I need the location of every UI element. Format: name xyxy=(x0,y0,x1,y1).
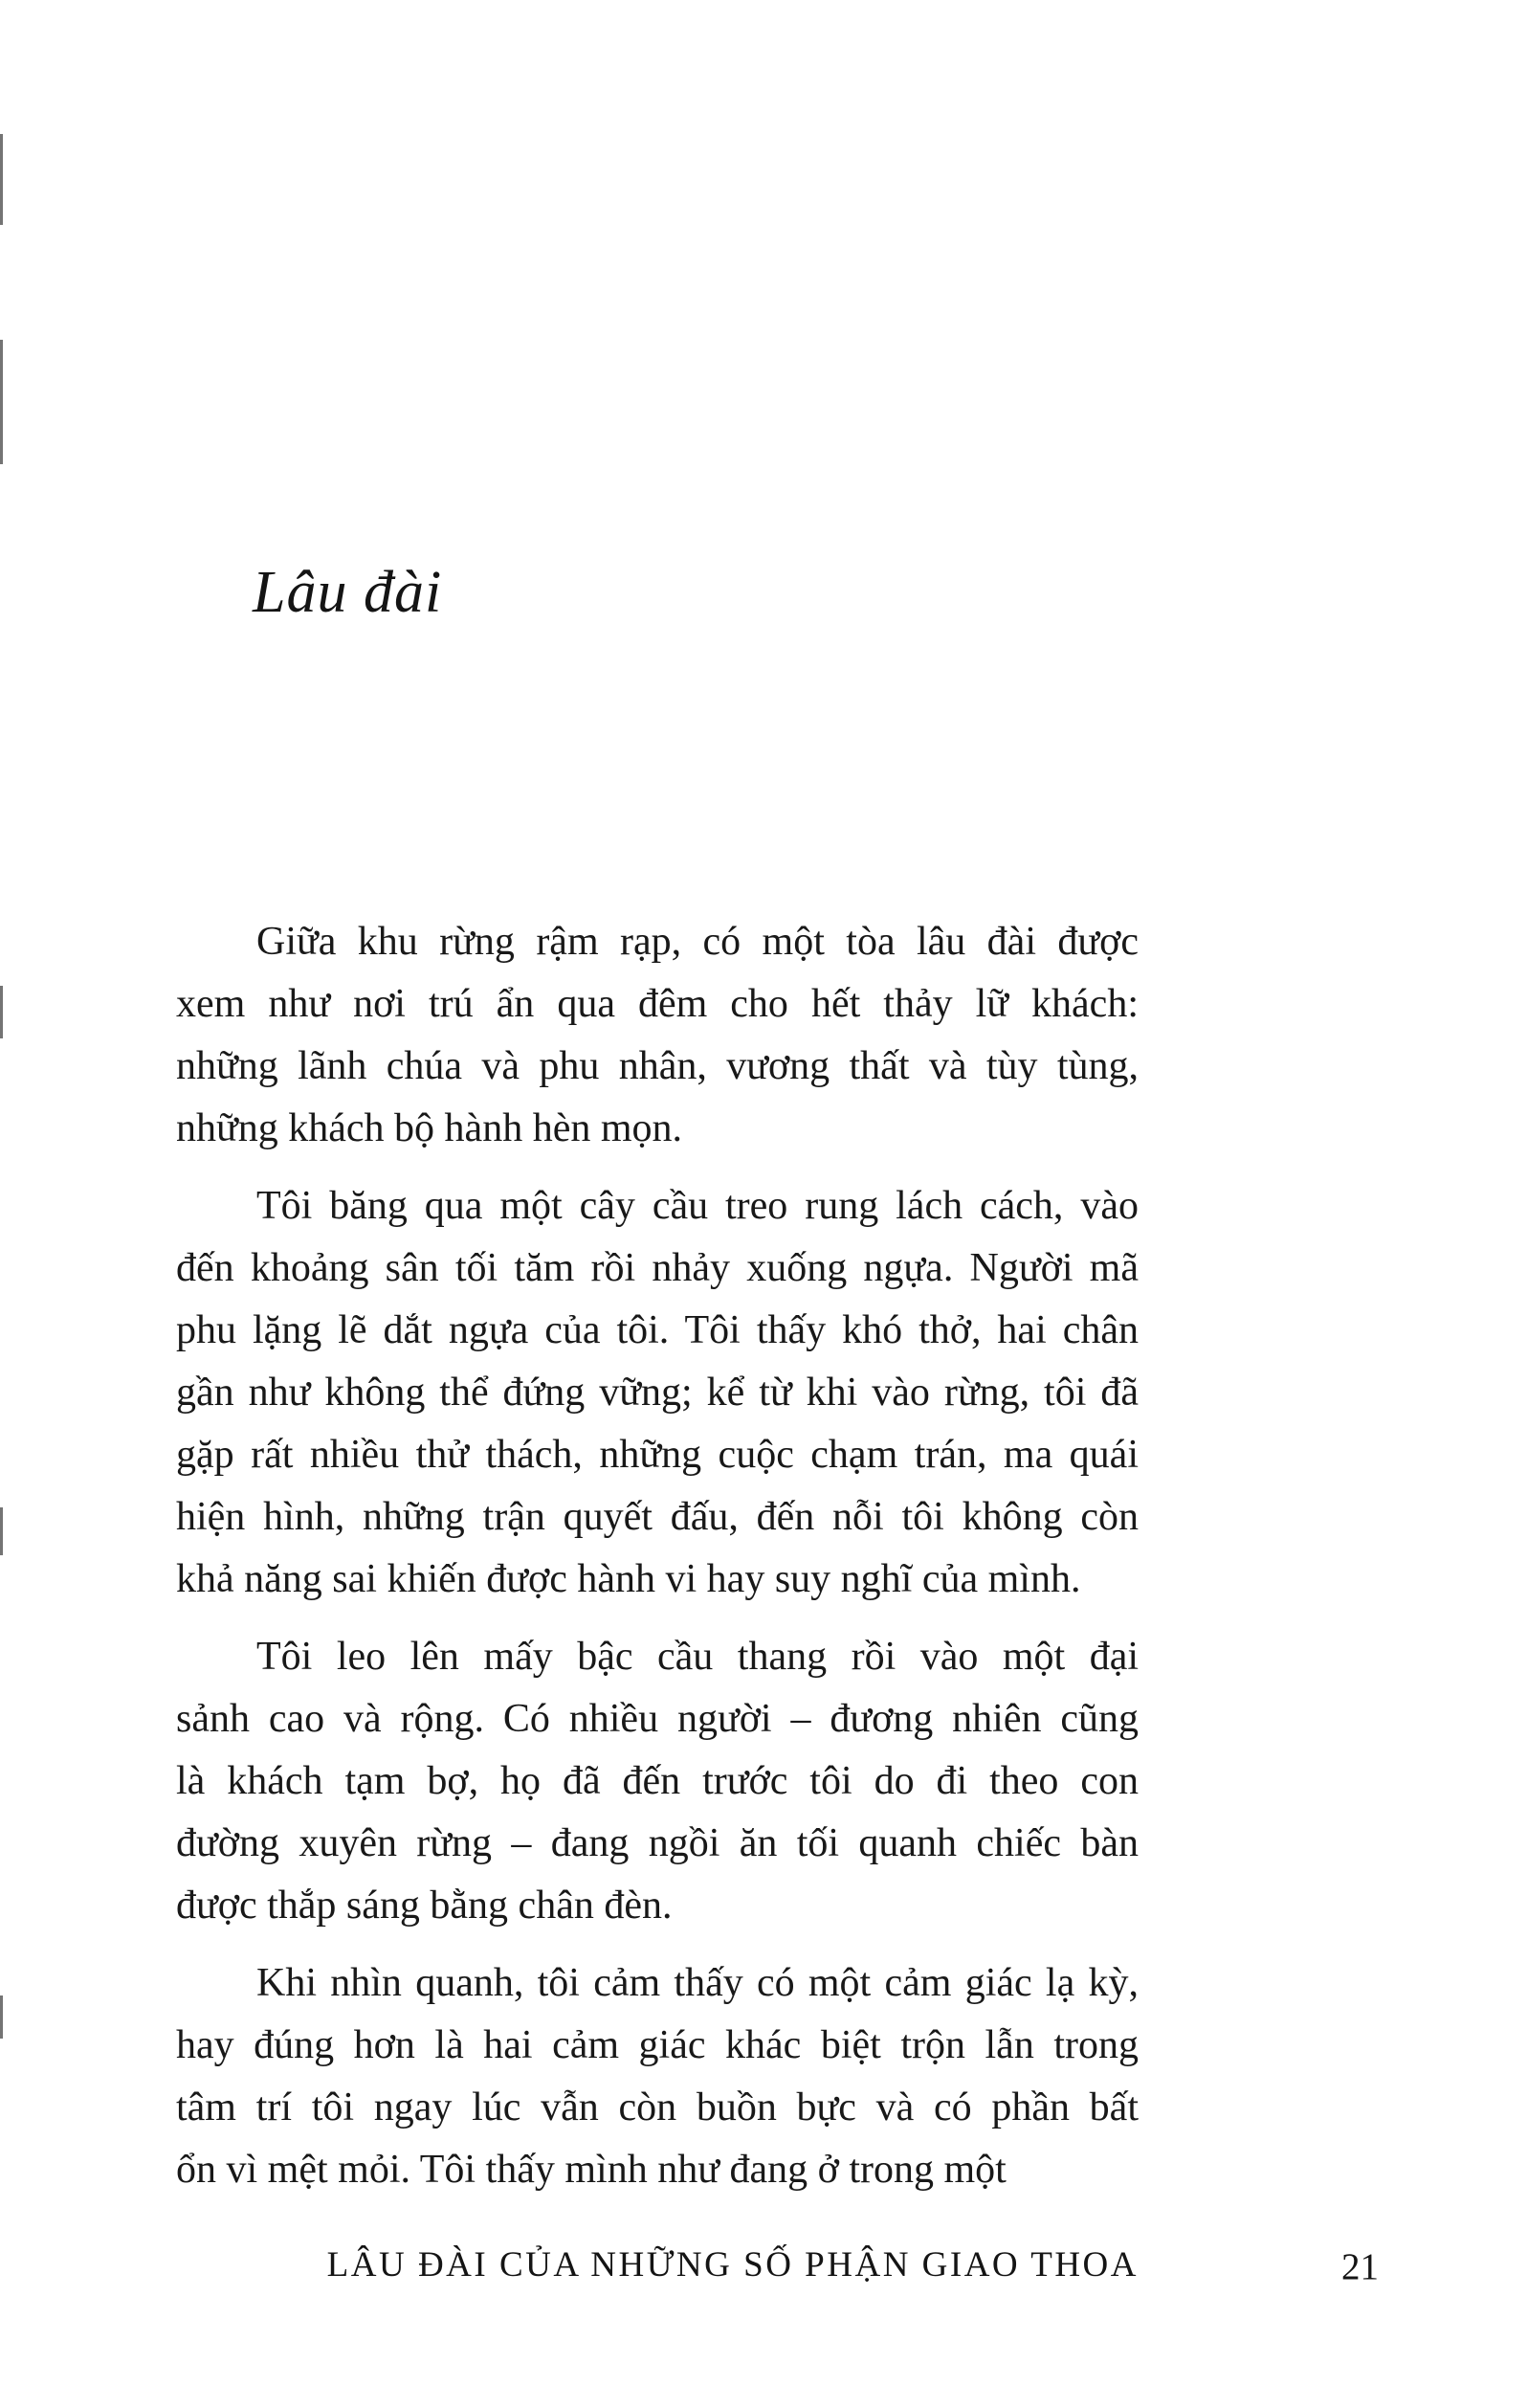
text-line: hiện hình, những trận quyết đấu, đến nỗi tôi không còn xyxy=(176,1495,1139,1539)
page-number: 21 xyxy=(1341,2246,1379,2287)
text-line: đường xuyên rừng – đang ngồi ăn tối quanh chiếc bàn xyxy=(176,1821,1139,1865)
text-line: Khi nhìn quanh, tôi cảm thấy có một cảm giác lạ kỳ, xyxy=(256,1961,1139,2005)
text-line: Giữa khu rừng rậm rạp, có một tòa lâu đài được xyxy=(256,920,1139,964)
text-line: ổn vì mệt mỏi. Tôi thấy mình như đang ở trong một xyxy=(176,2148,1007,2192)
paragraph xyxy=(176,1952,1139,2201)
text-line: hay đúng hơn là hai cảm giác khác biệt trộn lẫn trong xyxy=(176,2023,1139,2067)
text-line: phu lặng lẽ dắt ngựa của tôi. Tôi thấy khó thở, hai chân xyxy=(176,1308,1139,1352)
paragraph xyxy=(176,1626,1139,1937)
text-line: sảnh cao và rộng. Có nhiều người – đương nhiên cũng xyxy=(176,1697,1139,1741)
text-line: khả năng sai khiến được hành vi hay suy nghĩ của mình. xyxy=(176,1557,1081,1601)
text-line: gần như không thể đứng vững; kể từ khi vào rừng, tôi đã xyxy=(176,1371,1139,1415)
scan-artifact xyxy=(0,1996,3,2039)
scan-artifact xyxy=(0,340,3,464)
text-line: xem như nơi trú ẩn qua đêm cho hết thảy lữ khách: xyxy=(176,982,1139,1026)
paragraph xyxy=(176,911,1139,1160)
scan-artifact xyxy=(0,134,3,225)
text-line: Tôi leo lên mấy bậc cầu thang rồi vào một đại xyxy=(256,1635,1139,1679)
text-line: gặp rất nhiều thử thách, những cuộc chạm trán, ma quái xyxy=(176,1433,1139,1477)
text-line: Tôi băng qua một cây cầu treo rung lách cách, vào xyxy=(256,1184,1139,1228)
text-line: những khách bộ hành hèn mọn. xyxy=(176,1106,682,1150)
scan-artifact xyxy=(0,1507,3,1555)
text-line: là khách tạm bợ, họ đã đến trước tôi do đi theo con xyxy=(176,1759,1139,1803)
body-text xyxy=(176,911,1139,2217)
chapter-title: Lâu đài xyxy=(253,560,443,625)
paragraph xyxy=(176,1175,1139,1611)
text-line: đến khoảng sân tối tăm rồi nhảy xuống ngựa. Người mã xyxy=(176,1246,1139,1290)
text-line: tâm trí tôi ngay lúc vẫn còn buồn bực và có phần bất xyxy=(176,2085,1139,2129)
text-line: những lãnh chúa và phu nhân, vương thất và tùy tùng, xyxy=(176,1044,1139,1088)
text-line: được thắp sáng bằng chân đèn. xyxy=(176,1884,673,1928)
scan-artifact xyxy=(0,986,3,1038)
running-footer-title: LÂU ĐÀI CỦA NHỮNG SỐ PHẬN GIAO THOA xyxy=(326,2245,1139,2285)
